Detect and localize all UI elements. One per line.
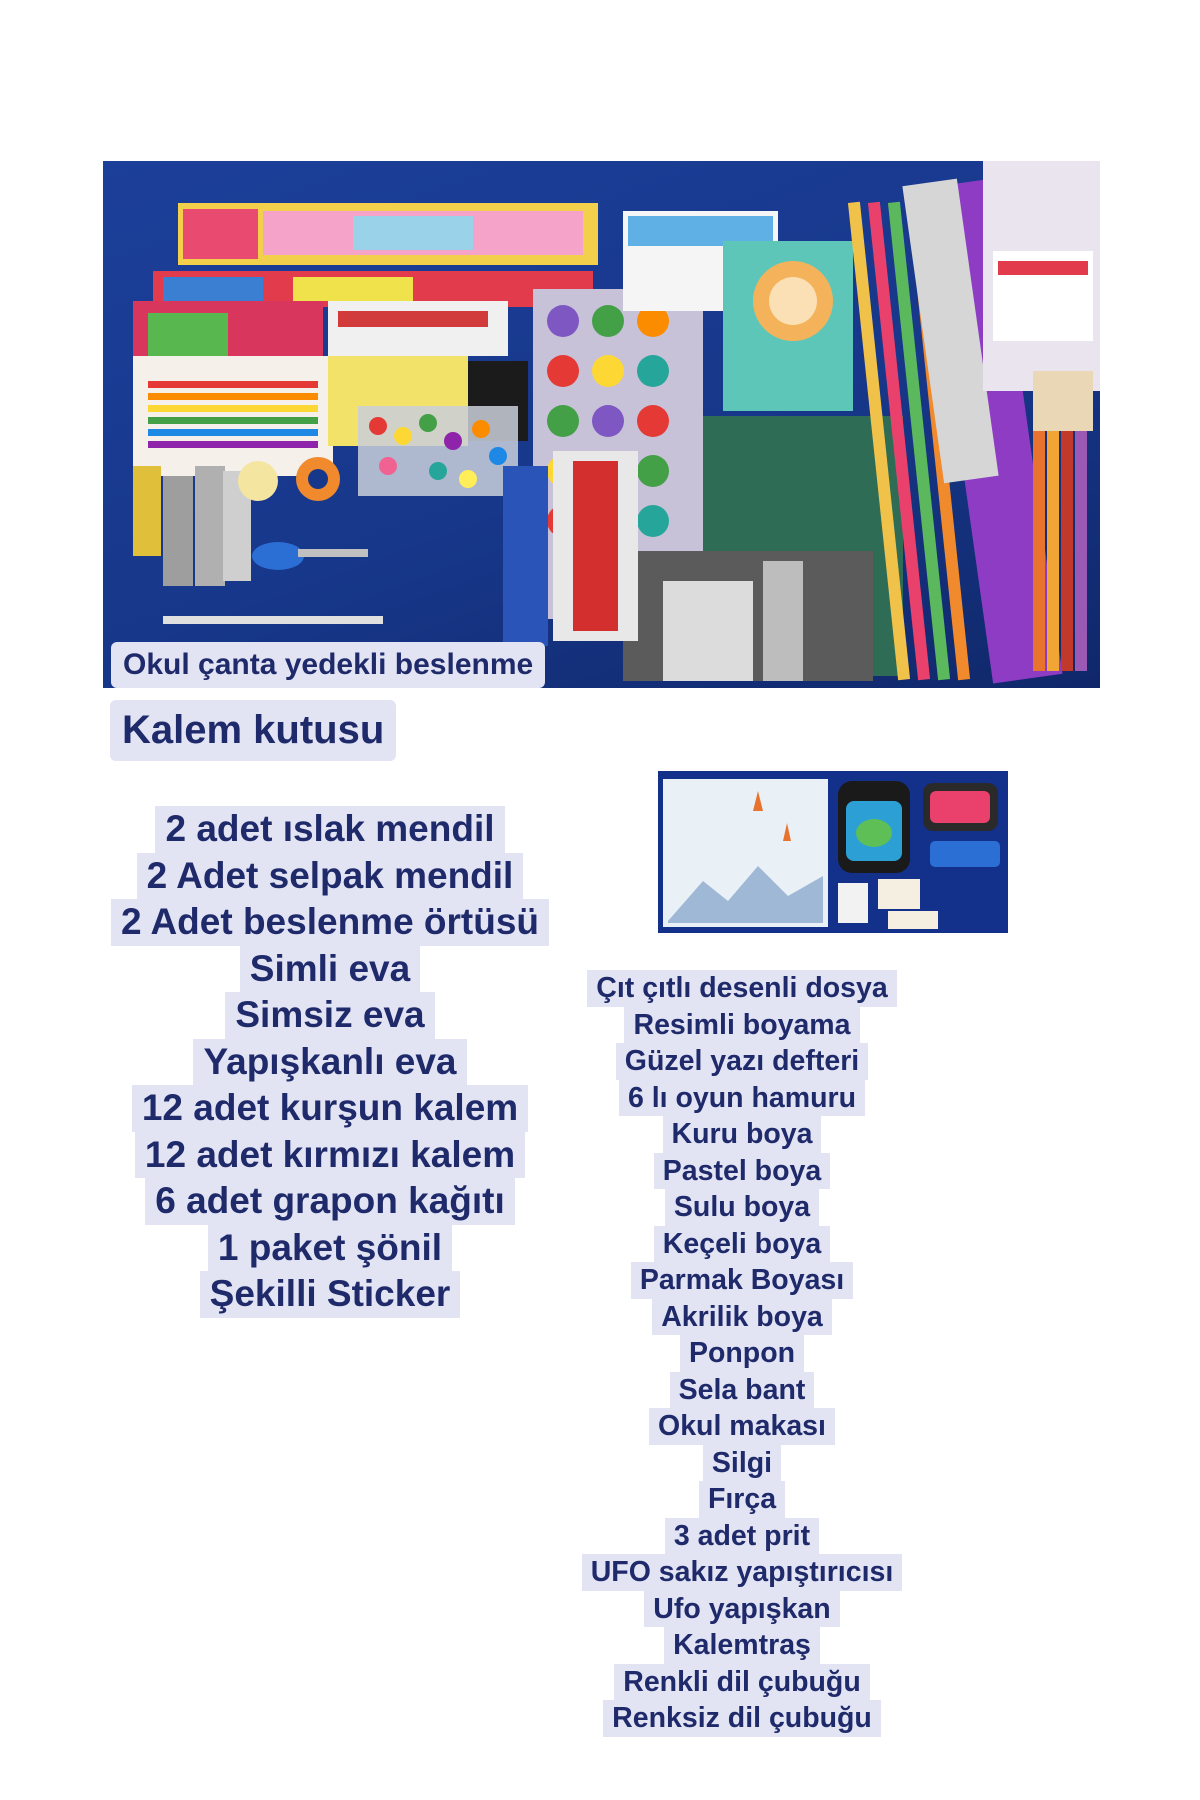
list-item: 6 lı oyun hamuru	[619, 1080, 865, 1117]
list-item: Silgi	[703, 1445, 781, 1482]
list-item: Kalemtraş	[664, 1627, 820, 1664]
list-item: 3 adet prit	[665, 1518, 819, 1555]
list-item: Çıt çıtlı desenli dosya	[587, 970, 896, 1007]
list-item: Yapışkanlı eva	[193, 1039, 466, 1086]
list-item: Fırça	[699, 1481, 785, 1518]
list-item: Sela bant	[670, 1372, 815, 1409]
list-item: Parmak Boyası	[631, 1262, 853, 1299]
list-item: 2 Adet beslenme örtüsü	[111, 899, 549, 946]
list-item: Ufo yapışkan	[644, 1591, 839, 1628]
list-item: 1 paket şönil	[208, 1225, 452, 1272]
list-item: Resimli boyama	[624, 1007, 859, 1044]
list-item: Keçeli boya	[654, 1226, 830, 1263]
title-label: Kalem kutusu	[110, 700, 396, 761]
list-item: Şekilli Sticker	[200, 1271, 461, 1318]
list-item: Ponpon	[680, 1335, 804, 1372]
list-item: 12 adet kurşun kalem	[132, 1085, 528, 1132]
lunch-bag-and-pencil-case-photo	[658, 771, 1008, 933]
list-item: Güzel yazı defteri	[616, 1043, 868, 1080]
list-item: Pastel boya	[654, 1153, 830, 1190]
list-item: Simli eva	[240, 946, 420, 993]
list-item: Akrilik boya	[652, 1299, 832, 1336]
supplies-illustration	[103, 161, 1100, 688]
left-supply-list	[100, 806, 560, 1318]
list-item: Renksiz dil çubuğu	[603, 1700, 881, 1737]
list-item: 12 adet kırmızı kalem	[135, 1132, 525, 1179]
list-item: 2 Adet selpak mendil	[137, 853, 524, 900]
list-item: 2 adet ıslak mendil	[155, 806, 504, 853]
caption-label: Okul çanta yedekli beslenme	[111, 642, 545, 688]
list-item: Sulu boya	[665, 1189, 819, 1226]
list-item: UFO sakız yapıştırıcısı	[582, 1554, 903, 1591]
list-item: Simsiz eva	[225, 992, 434, 1039]
lunch-items-illustration	[658, 771, 1008, 933]
list-item: Okul makası	[649, 1408, 835, 1445]
tongue-depressors	[1033, 371, 1093, 671]
right-supply-list	[582, 970, 902, 1737]
school-supplies-photo	[103, 161, 1100, 688]
list-item: Renkli dil çubuğu	[614, 1664, 870, 1701]
list-item: Kuru boya	[663, 1116, 822, 1153]
list-item: 6 adet grapon kağıtı	[145, 1178, 515, 1225]
